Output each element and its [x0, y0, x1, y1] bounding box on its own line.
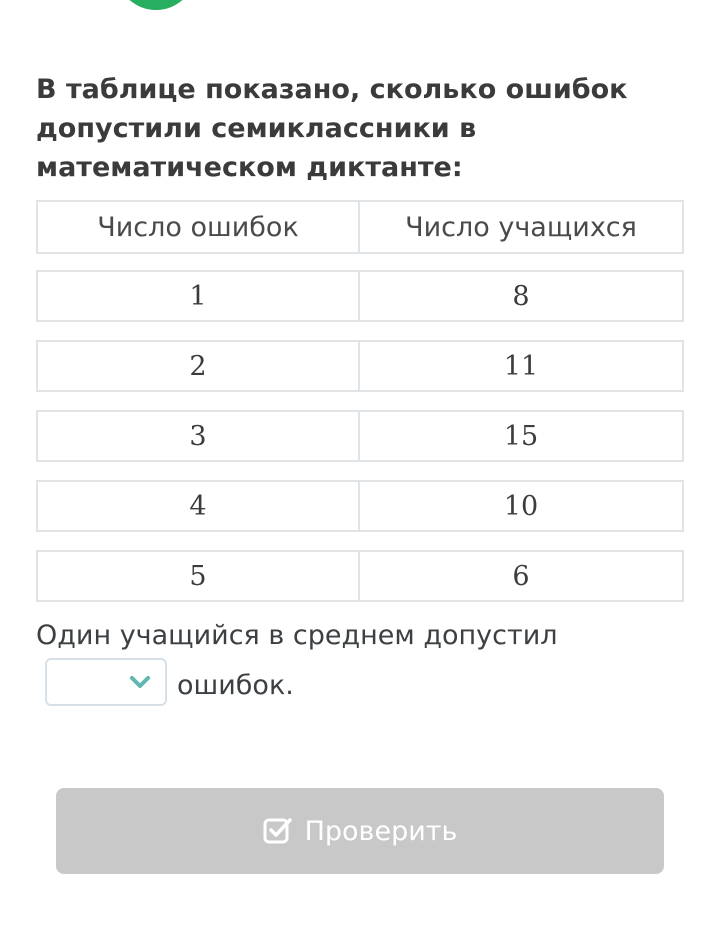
table-cell-students: 10 — [503, 490, 539, 522]
chevron-down-icon — [129, 672, 151, 692]
errors-table — [36, 200, 684, 620]
answer-dropdown[interactable] — [45, 658, 167, 706]
answer-prefix-text: Один учащийся в среднем допустил — [36, 620, 558, 651]
header-students-count: Число учащихся — [405, 211, 637, 243]
table-cell-students: 15 — [503, 420, 539, 452]
table-cell-errors: 1 — [38, 272, 360, 320]
table-header-row — [36, 200, 684, 254]
table-cell-errors: 4 — [38, 482, 360, 530]
table-cell-errors: 3 — [38, 412, 360, 460]
header-errors-count: Число ошибок — [38, 202, 360, 252]
table-cell-students: 8 — [512, 280, 530, 312]
table-row — [36, 340, 684, 392]
table-cell-errors: 2 — [38, 342, 360, 390]
table-row — [36, 550, 684, 602]
table-cell-students: 6 — [512, 560, 530, 592]
table-row — [36, 480, 684, 532]
check-button[interactable] — [56, 788, 664, 874]
table-row — [36, 410, 684, 462]
question-text: В таблице показано, сколько ошибок допустили семиклассники в математическом диктанте: — [36, 74, 628, 183]
check-button-label: Проверить — [304, 815, 458, 847]
checkbox-check-icon — [263, 816, 293, 846]
table-cell-students: 11 — [503, 350, 539, 382]
table-row — [36, 270, 684, 322]
status-circle — [116, 0, 196, 10]
table-cell-errors: 5 — [38, 552, 360, 600]
answer-suffix-text: ошибок. — [177, 670, 294, 701]
